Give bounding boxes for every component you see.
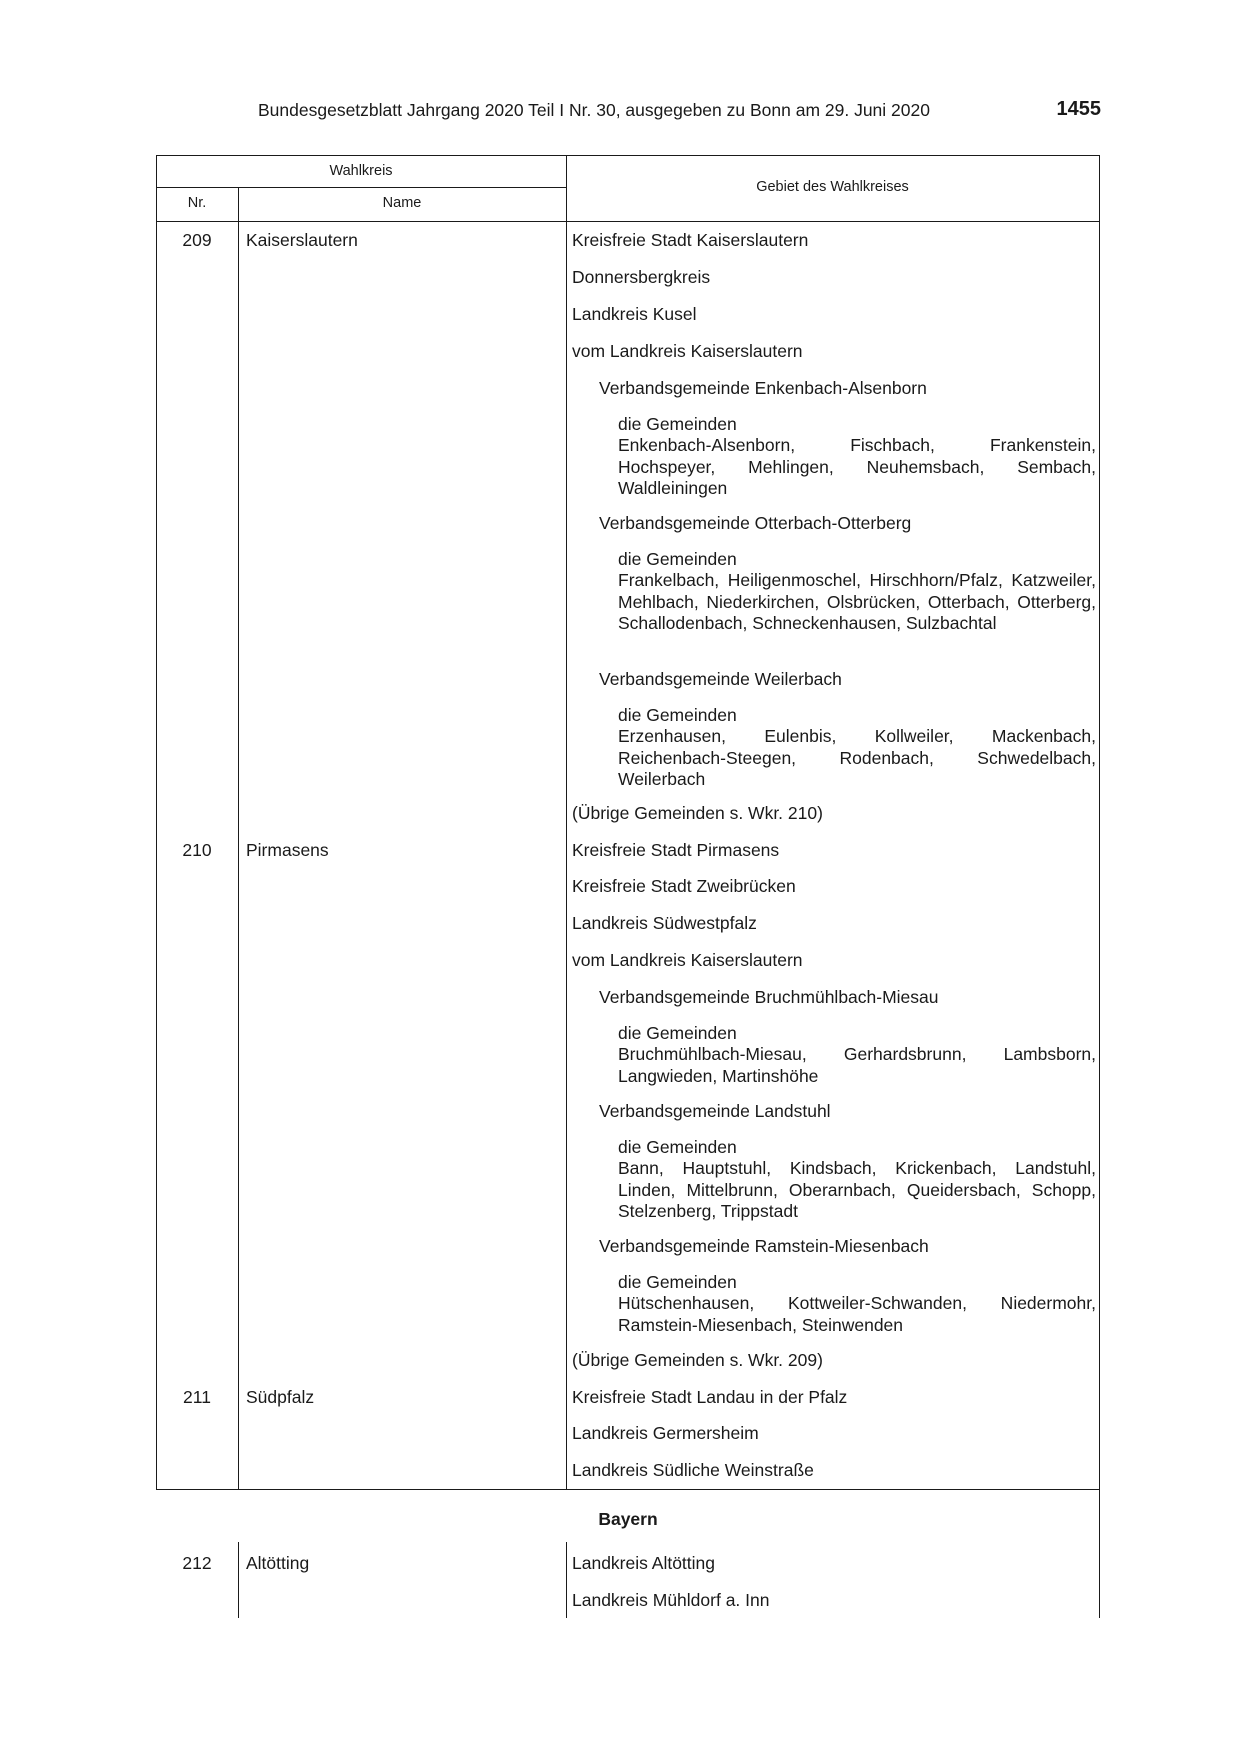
area-line: Landkreis Altötting <box>572 1553 716 1573</box>
constituency-number: 212 <box>182 1553 212 1573</box>
municipality-list-label: die Gemeinden <box>618 1137 737 1157</box>
municipality-list-label: die Gemeinden <box>618 549 737 569</box>
nr-column-divider-bayern <box>238 1542 239 1618</box>
area-line: Kreisfreie Stadt Pirmasens <box>572 840 780 860</box>
section-end-rule <box>156 1489 1100 1490</box>
constituency-table <box>156 155 1100 1618</box>
table-left-border <box>156 155 157 1490</box>
municipality-list-text: Bruchmühlbach-Miesau, Gerhardsbrunn, Lambsborn, Langwieden, Martinshöhe <box>618 1044 1096 1086</box>
bulletin-header-title: Bundesgesetzblatt Jahrgang 2020 Teil I Nr. 30, ausgegeben zu Bonn am 29. Juni 2020 <box>258 100 930 120</box>
municipality-list-text: Hütschenhausen, Kottweiler-Schwanden, Niedermohr, Ramstein-Miesenbach, Steinwenden <box>618 1293 1096 1335</box>
municipality-list <box>618 549 1096 634</box>
municipality-list-text: Enkenbach-Alsenborn, Fischbach, Frankenstein, Hochspeyer, Mehlingen, Neuhemsbach, Sembach, Waldleiningen <box>618 435 1096 498</box>
area-line: Landkreis Mühldorf a. Inn <box>572 1590 770 1610</box>
constituency-number: 210 <box>182 840 212 860</box>
header-bottom-rule <box>156 221 1100 222</box>
verbandsgemeinde-line: Verbandsgemeinde Weilerbach <box>599 669 842 689</box>
cross-reference-line: (Übrige Gemeinden s. Wkr. 210) <box>572 803 823 823</box>
municipality-list <box>618 705 1096 790</box>
state-heading: Bayern <box>598 1509 658 1529</box>
municipality-list-text: Bann, Hauptstuhl, Kindsbach, Krickenbach, Landstuhl, Linden, Mittelbrunn, Oberarnbach, Queidersbach, Schopp, Stelzenberg, Trippstadt <box>618 1158 1096 1221</box>
constituency-name: Südpfalz <box>246 1387 315 1407</box>
constituency-name: Kaiserslautern <box>246 230 358 250</box>
area-line: vom Landkreis Kaiserslautern <box>572 950 803 970</box>
constituency-number: 209 <box>182 230 212 250</box>
constituency-name: Pirmasens <box>246 840 329 860</box>
verbandsgemeinde-line: Verbandsgemeinde Landstuhl <box>599 1101 831 1121</box>
verbandsgemeinde-line: Verbandsgemeinde Ramstein-Miesenbach <box>599 1236 929 1256</box>
header-name: Name <box>382 195 422 211</box>
verbandsgemeinde-line: Verbandsgemeinde Otterbach-Otterberg <box>599 513 912 533</box>
municipality-list <box>618 1137 1096 1222</box>
table-right-border <box>1099 155 1100 1618</box>
municipality-list-text: Frankelbach, Heiligenmoschel, Hirschhorn/Pfalz, Katzweiler, Mehlbach, Niederkirchen, Olsbrücken, Otterbach, Otterberg, Schallodenbach, Schneckenhausen, Sulzbachtal <box>618 570 1096 633</box>
area-line: Landkreis Südliche Weinstraße <box>572 1460 814 1480</box>
area-column-divider <box>566 155 567 1490</box>
area-line: Kreisfreie Stadt Zweibrücken <box>572 876 796 896</box>
table-top-rule <box>156 155 1100 156</box>
area-line: Landkreis Südwestpfalz <box>572 913 757 933</box>
municipality-list-label: die Gemeinden <box>618 1272 737 1292</box>
verbandsgemeinde-line: Verbandsgemeinde Bruchmühlbach-Miesau <box>599 987 939 1007</box>
header-wahlkreis: Wahlkreis <box>329 163 393 179</box>
verbandsgemeinde-line: Verbandsgemeinde Enkenbach-Alsenborn <box>599 378 927 398</box>
municipality-list-label: die Gemeinden <box>618 1023 737 1043</box>
area-line: Landkreis Kusel <box>572 304 697 324</box>
municipality-list-label: die Gemeinden <box>618 414 737 434</box>
area-line: Donnersbergkreis <box>572 267 711 287</box>
municipality-list <box>618 1272 1096 1336</box>
area-line: vom Landkreis Kaiserslautern <box>572 341 803 361</box>
municipality-list <box>618 1023 1096 1087</box>
municipality-list-label: die Gemeinden <box>618 705 737 725</box>
constituency-number: 211 <box>183 1387 211 1407</box>
area-line: Kreisfreie Stadt Kaiserslautern <box>572 230 809 250</box>
header-nr: Nr. <box>187 195 207 211</box>
municipality-list-text: Erzenhausen, Eulenbis, Kollweiler, Mackenbach, Reichenbach-Steegen, Rodenbach, Schwedelbach, Weilerbach <box>618 726 1096 789</box>
area-line: Kreisfreie Stadt Landau in der Pfalz <box>572 1387 848 1407</box>
cross-reference-line: (Übrige Gemeinden s. Wkr. 209) <box>572 1350 823 1370</box>
area-column-divider-bayern <box>566 1542 567 1618</box>
header-split-rule <box>156 187 566 188</box>
nr-column-divider <box>238 187 239 1490</box>
area-line: Landkreis Germersheim <box>572 1423 759 1443</box>
page-number: 1455 <box>1056 98 1101 120</box>
municipality-list <box>618 414 1096 499</box>
header-area: Gebiet des Wahlkreises <box>756 179 909 195</box>
constituency-name: Altötting <box>246 1553 310 1573</box>
